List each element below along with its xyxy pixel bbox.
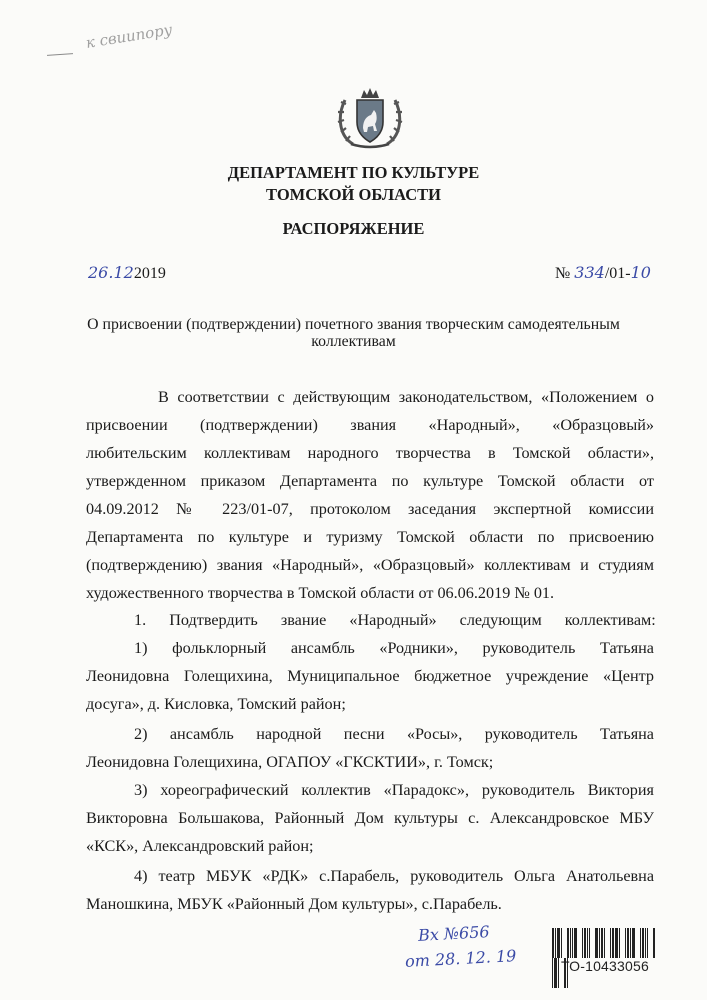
handwritten-note-top: к свиипору [84, 20, 174, 52]
document-type-title: РАСПОРЯЖЕНИЕ [282, 219, 425, 238]
body-line: Департамента по культуре и туризму Томской области по присвоению [86, 528, 654, 546]
handwritten-date: 26.12 [88, 263, 134, 282]
document-number [555, 263, 651, 283]
body-line: любительским коллективам народного творчества в Томской области», [86, 444, 654, 462]
date-year: 2019 [133, 265, 166, 282]
subject-line2: коллективам [311, 333, 396, 350]
coat-of-arms-emblem-icon [333, 86, 407, 150]
department-name-line2: ТОМСКОЙ ОБЛАСТИ [266, 185, 441, 204]
incoming-date-handwritten: от 28. 12. 19 [404, 946, 517, 971]
list-item: 2) ансамбль народной песни «Росы», руководитель Татьяна [134, 725, 654, 743]
list-item: 4) театр МБУК «РДК» с.Парабель, руководитель Ольга Анатольевна [134, 867, 654, 885]
number-mid: /01- [604, 265, 631, 282]
body-line: утвержденном приказом Департамента по культуре Томской области от [86, 472, 654, 490]
body-line: «КСК», Александровский район; [86, 837, 314, 855]
list-item-heading: 1. Подтвердить звание «Народный» следующим коллективам: [134, 611, 656, 629]
body-line: В соответствии с действующим законодательством, «Положением о [158, 388, 654, 406]
body-line: досуга», д. Кисловка, Томский район; [86, 695, 346, 713]
document-date [88, 263, 166, 283]
department-name-line1: ДЕПАРТАМЕНТ ПО КУЛЬТУРЕ [227, 163, 480, 182]
incoming-number-handwritten: Вх №656 [417, 922, 490, 945]
body-line: Маношкина, МБУК «Районный Дом культуры», с.Парабель. [86, 895, 502, 913]
handwritten-number: 334 [574, 263, 605, 282]
body-line: присвоении (подтверждении) звания «Народный», «Образцовый» [86, 416, 654, 434]
pencil-dash [47, 53, 73, 56]
body-line: Викторовна Большакова, Районный Дом культуры с. Александровское МБУ [86, 809, 654, 827]
document-body [86, 380, 656, 913]
body-line: 04.09.2012 № 223/01-07, протоколом заседания экспертной комиссии [86, 500, 654, 518]
number-prefix: № [555, 265, 575, 282]
barcode-label: ТО-10433056 [561, 958, 649, 974]
list-item: 3) хореографический коллектив «Парадокс», руководитель Виктория [134, 781, 654, 799]
handwritten-number-suffix: 10 [630, 263, 651, 282]
body-line: художественного творчества в Томской области от 06.06.2019 № 01. [86, 584, 555, 602]
list-item: 1) фольклорный ансамбль «Родники», руководитель Татьяна [134, 639, 654, 657]
subject-line1: О присвоении (подтверждении) почетного звания творческим самодеятельным [87, 316, 620, 333]
body-line: (подтверждению) звания «Народный», «Образцовый» коллективам и студиям [86, 556, 654, 574]
body-line: Леонидовна Голещихина, Муниципальное бюджетное учреждение «Центр [86, 667, 654, 685]
body-line: Леонидовна Голещихина, ОГАПОУ «ГКСКТИИ», г. Томск; [86, 753, 494, 771]
barcode-icon [552, 928, 656, 958]
